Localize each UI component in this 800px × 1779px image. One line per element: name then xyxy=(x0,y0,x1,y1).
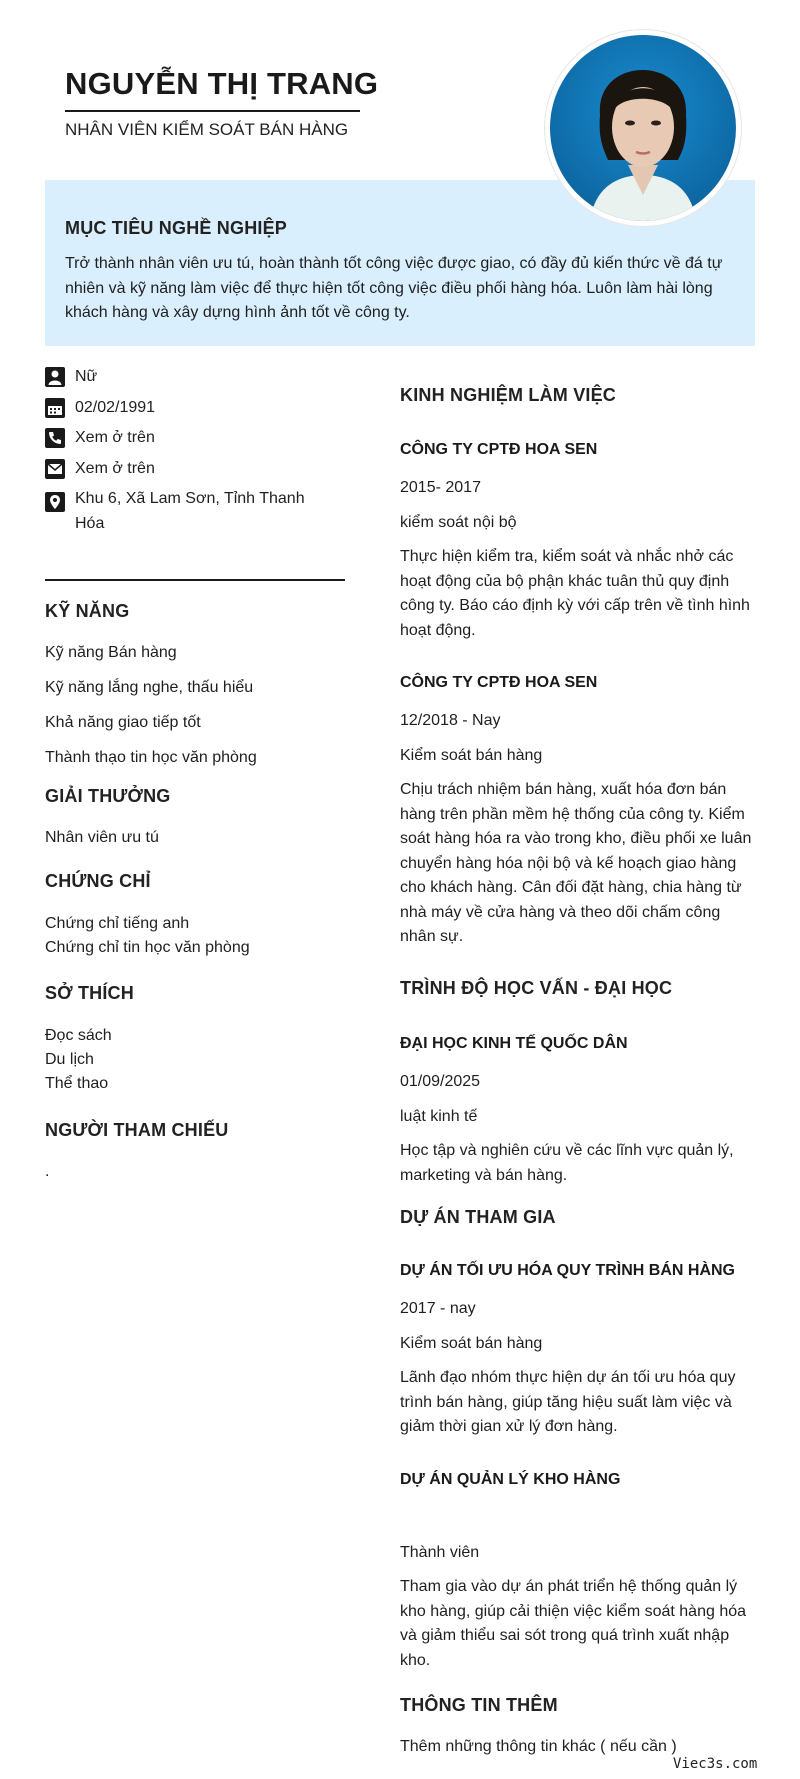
envelope-icon xyxy=(45,459,65,479)
person-icon xyxy=(45,367,65,387)
calendar-icon xyxy=(45,398,65,418)
skill-item: Kỹ năng Bán hàng xyxy=(45,644,177,661)
education-description: Học tập và nghiên cứu về các lĩnh vực quản lý, marketing và bán hàng. xyxy=(400,1142,734,1184)
job-company: CÔNG TY CPTĐ HOA SEN xyxy=(400,674,598,691)
phone-icon xyxy=(45,428,65,448)
certificates-heading: CHỨNG CHỈ xyxy=(45,871,151,891)
location-pin-icon xyxy=(45,492,65,512)
project-description: Lãnh đạo nhóm thực hiện dự án tối ưu hóa quy trình bán hàng, giúp tăng hiệu suất làm việc và giảm thời gian xử lý đơn hàng. xyxy=(400,1369,736,1435)
avatar-photo xyxy=(550,35,736,221)
name-divider xyxy=(65,110,360,112)
email-row xyxy=(45,457,320,482)
skill-item: Kỹ năng lắng nghe, thấu hiểu xyxy=(45,679,254,696)
project-description: Tham gia vào dự án phát triển hệ thống quản lý kho hàng, giúp cải thiện việc kiểm soát hàng hóa và giảm thiểu sai sót trong quá trình xuất nhập kho. xyxy=(400,1578,747,1669)
school-name: ĐẠI HỌC KINH TẾ QUỐC DÂN xyxy=(400,1035,628,1052)
job-period: 2015- 2017 xyxy=(400,479,481,496)
education-date: 01/09/2025 xyxy=(400,1073,481,1090)
hobby-item: Đọc sách xyxy=(45,1027,112,1044)
project-name: DỰ ÁN QUẢN LÝ KHO HÀNG xyxy=(400,1471,621,1488)
birthday-row xyxy=(45,396,320,421)
hobbies-heading: SỞ THÍCH xyxy=(45,983,134,1003)
objective-text: Trở thành nhân viên ưu tú, hoàn thành tốt công việc được giao, có đầy đủ kiến thức về đá tự nhiên và kỹ năng làm việc để thực hiện tốt công việc điều phối hàng hóa. Luôn làm hài lòng khách hàng và xây dựng hình ảnh tốt về công ty. xyxy=(65,255,723,321)
education-heading: TRÌNH ĐỘ HỌC VẤN - ĐẠI HỌC xyxy=(400,978,673,998)
address-value: Khu 6, Xã Lam Sơn, Tỉnh Thanh Hóa xyxy=(75,490,305,532)
projects-heading: DỰ ÁN THAM GIA xyxy=(400,1207,556,1227)
left-divider xyxy=(45,579,345,581)
certificate-item: Chứng chỉ tin học văn phòng xyxy=(45,939,250,956)
additional-text: Thêm những thông tin khác ( nếu cần ) xyxy=(400,1738,677,1755)
hobby-item: Thể thao xyxy=(45,1075,109,1092)
job-period: 12/2018 - Nay xyxy=(400,712,501,729)
job-company: CÔNG TY CPTĐ HOA SEN xyxy=(400,441,598,458)
watermark: Viec3s.com xyxy=(673,1756,758,1772)
phone-value: Xem ở trên xyxy=(75,429,155,446)
awards-heading: GIẢI THƯỞNG xyxy=(45,786,171,806)
candidate-name: NGUYỄN THỊ TRANG xyxy=(65,66,379,101)
gender-row xyxy=(45,365,320,390)
birthday-value: 02/02/1991 xyxy=(75,399,156,416)
additional-heading: THÔNG TIN THÊM xyxy=(400,1695,558,1715)
skills-heading: KỸ NĂNG xyxy=(45,601,130,621)
award-item: Nhân viên ưu tú xyxy=(45,829,159,846)
project-role: Kiểm soát bán hàng xyxy=(400,1335,543,1352)
gender-value: Nữ xyxy=(75,368,98,385)
phone-row xyxy=(45,426,320,451)
skill-item: Thành thạo tin học văn phòng xyxy=(45,749,257,766)
hobby-item: Du lịch xyxy=(45,1051,94,1068)
project-name: DỰ ÁN TỐI ƯU HÓA QUY TRÌNH BÁN HÀNG xyxy=(400,1262,735,1279)
project-period: 2017 - nay xyxy=(400,1300,476,1317)
objective-heading: MỤC TIÊU NGHỀ NGHIỆP xyxy=(65,218,288,238)
job-description: Chịu trách nhiệm bán hàng, xuất hóa đơn bán hàng trên phần mềm hệ thống của công ty. Kiểm soát hàng hóa ra vào trong kho, điều phối xe luân chuyển hàng hóa nội bộ và kế hoạch giao hàng cho khách hàng. Cân đối đặt hàng, chia hàng từ nhà máy về cửa hàng và theo dõi chấm công nhân sự. xyxy=(400,781,752,945)
project-role: Thành viên xyxy=(400,1544,480,1561)
address-row xyxy=(45,487,320,536)
job-role: kiểm soát nội bộ xyxy=(400,514,517,531)
job-description: Thực hiện kiểm tra, kiểm soát và nhắc nhở các hoạt động của bộ phận khác tuân thủ quy định công ty. Báo cáo định kỳ với cấp trên về tình hình hoạt động. xyxy=(400,548,750,639)
email-value: Xem ở trên xyxy=(75,460,155,477)
experience-heading: KINH NGHIỆM LÀM VIỆC xyxy=(400,385,617,405)
job-role: Kiểm soát bán hàng xyxy=(400,747,543,764)
avatar xyxy=(545,30,741,226)
certificate-item: Chứng chỉ tiếng anh xyxy=(45,915,190,932)
references-text: . xyxy=(45,1163,50,1180)
references-heading: NGƯỜI THAM CHIẾU xyxy=(45,1120,229,1140)
job-title: NHÂN VIÊN KIỂM SOÁT BÁN HÀNG xyxy=(65,120,349,139)
skill-item: Khả năng giao tiếp tốt xyxy=(45,714,201,731)
education-major: luật kinh tế xyxy=(400,1108,478,1125)
